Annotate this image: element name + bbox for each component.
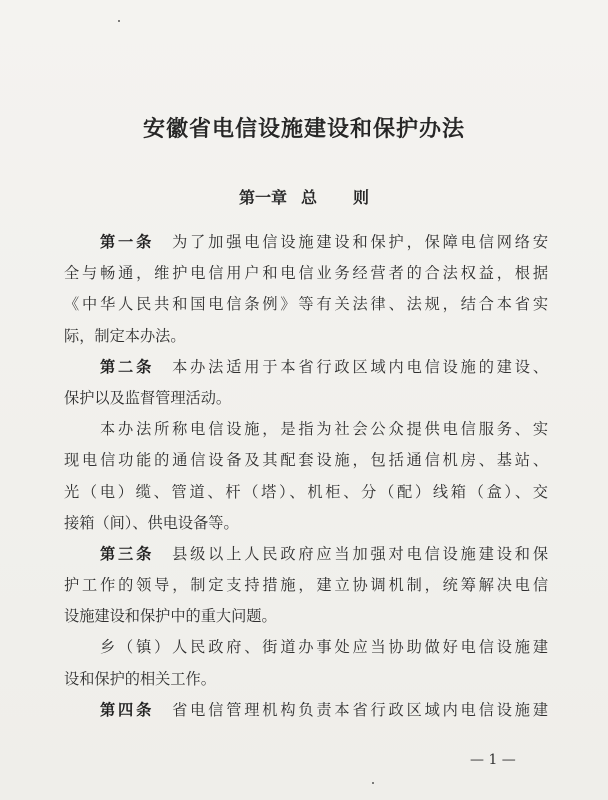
- article-1-line: [64, 227, 548, 258]
- article-3-line: [64, 539, 548, 570]
- article-1-line: 际，制定本办法。: [64, 326, 186, 345]
- article-2-line: [64, 352, 548, 383]
- chapter-word-2: 则: [353, 188, 370, 207]
- article-3-para-2-line: 设和保护的相关工作。: [64, 669, 216, 688]
- article-2-para-2-line: 现电信功能的通信设备及其配套设施，包括通信机房、基站、: [64, 451, 548, 470]
- document-title: 安徽省电信设施建设和保护办法: [142, 116, 465, 142]
- article-3-label: 第三条: [100, 544, 155, 563]
- chapter-heading: [0, 185, 608, 208]
- scan-speck: [372, 782, 374, 784]
- article-2-label: 第二条: [100, 357, 155, 376]
- article-1-label: 第一条: [100, 233, 155, 251]
- article-4-line: [64, 695, 548, 726]
- article-1-text: 为了加强电信设施建设和保护，保障电信网络安: [172, 233, 549, 251]
- article-3-text: 县级以上人民政府应当加强对电信设施建设和保: [172, 544, 549, 563]
- article-3-line: 设施建设和保护中的重大问题。: [64, 607, 277, 626]
- article-3-para-2-line: 乡（镇）人民政府、街道办事处应当协助做好电信设施建: [100, 638, 548, 657]
- article-1-line: 《中华人民共和国电信条例》等有关法律、法规，结合本省实: [64, 295, 548, 314]
- article-4-text: 省电信管理机构负责本省行政区域内电信设施建: [172, 700, 549, 719]
- article-2-text: 本办法适用于本省行政区域内电信设施的建设、: [172, 357, 549, 376]
- article-2-para-2-line: 本办法所称电信设施，是指为社会公众提供电信服务、实: [100, 420, 548, 439]
- article-1-line: 全与畅通，维护电信用户和电信业务经营者的合法权益，根据: [64, 264, 548, 283]
- document-body: [64, 227, 548, 726]
- article-3-line: 护工作的领导，制定支持措施，建立协调机制，统筹解决电信: [64, 576, 548, 595]
- article-2-para-2-line: 接箱（间）、供电设备等。: [64, 513, 239, 532]
- article-2-line: 保护以及监督管理活动。: [64, 388, 232, 407]
- article-2-para-2-line: 光（电）缆、管道、杆（塔）、机柜、分（配）线箱（盒）、交: [64, 482, 548, 501]
- page-number: — 1 —: [470, 752, 516, 768]
- chapter-label: 第一章: [238, 188, 287, 207]
- chapter-word-1: 总: [300, 188, 317, 207]
- article-4-label: 第四条: [100, 700, 155, 719]
- scan-speck: [118, 20, 120, 22]
